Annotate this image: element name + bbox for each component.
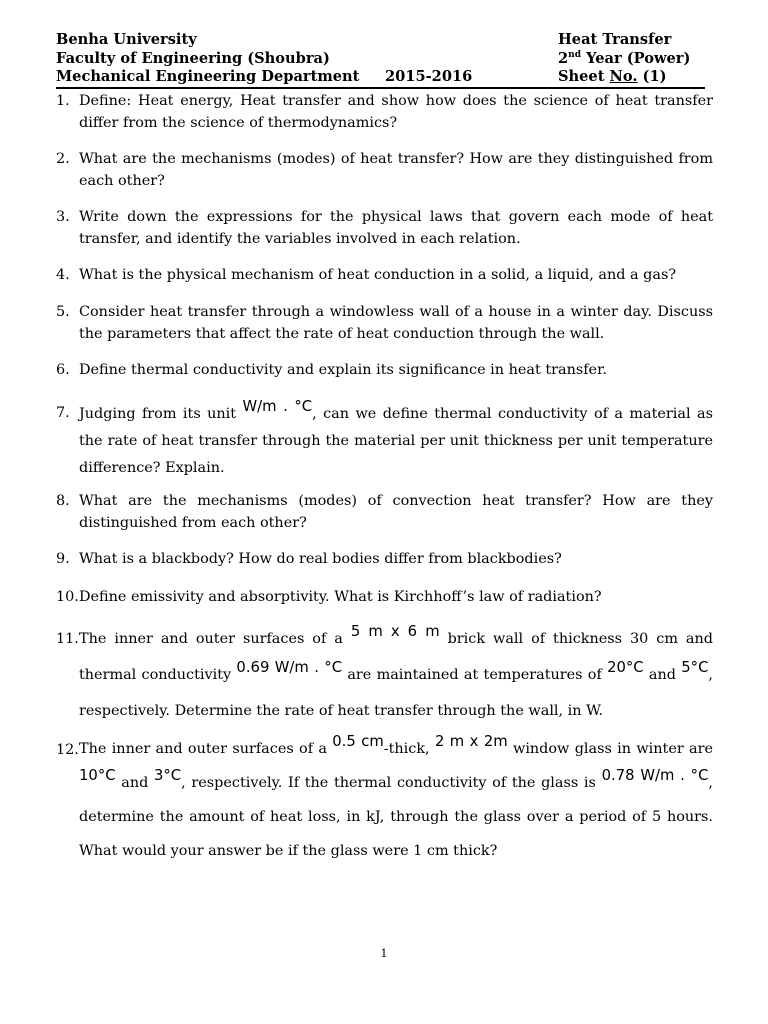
question-10 (56, 587, 713, 609)
study-year: 2nd Year (Power) (558, 49, 691, 67)
question-number: 9. (56, 551, 70, 567)
question-12 (56, 732, 713, 868)
math-expression: 2 m x 2m (434, 733, 508, 750)
question-number: 12. (56, 742, 79, 758)
sheet-number: Sheet No. (1) (558, 68, 667, 85)
faculty-name: Faculty of Engineering (Shoubra) (56, 49, 330, 67)
question-2 (56, 149, 713, 192)
math-expression: 0.69 W/m . °C (236, 659, 343, 676)
course-title: Heat Transfer (558, 31, 672, 48)
question-number: 3. (56, 209, 70, 225)
header-rule (56, 87, 705, 89)
question-text: Judging from its unit W/m . °C, can we define thermal conductivity of a material as the rate of heat transfer through the material per unit thickness per unit temperature difference? Explain. (79, 398, 713, 476)
question-text: What is a blackbody? How do real bodies differ from blackbodies? (79, 551, 562, 567)
question-number: 7. (56, 405, 70, 421)
sheet-header (56, 31, 716, 89)
question-5 (56, 302, 713, 345)
question-text: Define: Heat energy, Heat transfer and show how does the science of heat transfer differ from the science of thermodynamics? (79, 93, 713, 131)
question-text: Write down the expressions for the physical laws that govern each mode of heat transfer, and identify the variables involved in each relation. (79, 209, 713, 247)
question-number: 6. (56, 362, 70, 378)
question-number: 11. (56, 631, 79, 647)
math-expression: 20°C (607, 659, 644, 676)
question-number: 1. (56, 93, 70, 109)
math-expression: 10°C (79, 767, 116, 784)
math-expression: 0.5 cm (332, 733, 384, 750)
question-text: Define thermal conductivity and explain its significance in heat transfer. (79, 362, 607, 378)
math-expression: 0.78 W/m . °C (601, 767, 709, 784)
unit-expression: W/m . °C (242, 398, 313, 415)
question-9 (56, 549, 713, 571)
header-institution (56, 31, 359, 87)
math-expression: 5 m x 6 m (350, 623, 440, 640)
question-number: 4. (56, 267, 70, 283)
question-text: What is the physical mechanism of heat conduction in a solid, a liquid, and a gas? (79, 267, 677, 283)
question-7 (56, 396, 713, 482)
question-6 (56, 360, 713, 382)
question-text: The inner and outer surfaces of a 0.5 cm-thick, 2 m x 2m window glass in winter are 10°C and 3°C, respectively. If the thermal conductivity of the glass is 0.78 W/m . °C, determine the amount of heat loss, in kJ, through the glass over a period of 5 hours. What would your answer be if the glass were 1 cm thick? (79, 733, 713, 859)
question-1 (56, 91, 713, 134)
question-number: 8. (56, 493, 70, 509)
university-name: Benha University (56, 31, 197, 48)
question-8 (56, 491, 713, 534)
math-expression: 3°C (153, 767, 182, 784)
question-number: 2. (56, 151, 70, 167)
question-11 (56, 621, 713, 729)
question-number: 5. (56, 304, 70, 320)
department-name: Mechanical Engineering Department (56, 68, 360, 85)
question-text: Consider heat transfer through a windowless wall of a house in a winter day. Discuss the parameters that affect the rate of heat conduction through the wall. (79, 304, 713, 342)
header-course-info (558, 31, 690, 87)
question-text: The inner and outer surfaces of a 5 m x 6 m brick wall of thickness 30 cm and thermal conductivity 0.69 W/m . °C are maintained at temperatures of 20°C and 5°C, respectively. Determine the rate of heat transfer through the wall, in W. (79, 623, 713, 719)
question-number: 10. (56, 589, 79, 605)
question-text: What are the mechanisms (modes) of convection heat transfer? How are they distinguished from each other? (79, 493, 713, 531)
page-number: 1 (380, 947, 388, 960)
math-expression: 5°C (681, 659, 709, 676)
question-3 (56, 207, 713, 250)
question-4 (56, 265, 713, 287)
question-text: What are the mechanisms (modes) of heat transfer? How are they distinguished from each other? (79, 151, 713, 189)
question-text: Define emissivity and absorptivity. What is Kirchhoff’s law of radiation? (79, 589, 602, 605)
academic-year: 2015-2016 (385, 68, 473, 85)
